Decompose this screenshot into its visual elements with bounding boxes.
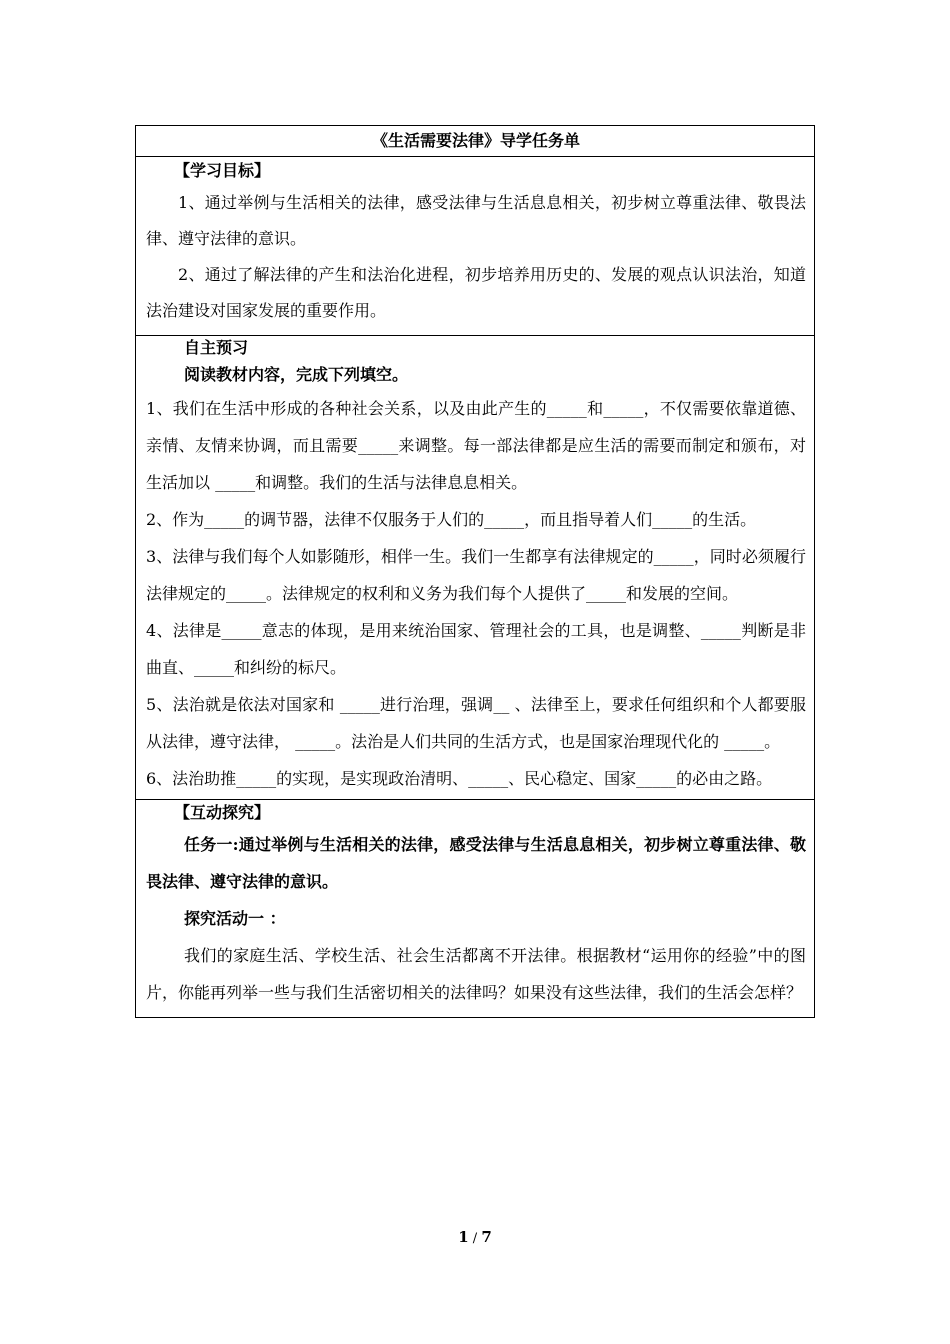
- task-one: 任务一:通过举例与生活相关的法律，感受法律与生活息息相关，初步树立尊重法律、敬畏法律、遵守法律的意识。: [146, 835, 806, 891]
- activity-one-body: 我们的家庭生活、学校生活、社会生活都离不开法律。根据教材“运用你的经验”中的图片，你能再列举一些与我们生活密切相关的法律吗？如果没有这些法律，我们的生活会怎样？: [146, 946, 806, 1002]
- preview-row: [136, 336, 815, 800]
- fill-blank-item: 3、法律与我们每个人如影随形，相伴一生。我们一生都享有法律规定的_____，同时必须履行法律规定的_____。法律规定的权利和义务为我们每个人提供了_____和发展的空间。: [146, 547, 806, 603]
- page-separator: /: [468, 1231, 482, 1246]
- preview-cell: [136, 336, 815, 800]
- fill-blank-item: 1、我们在生活中形成的各种社会关系，以及由此产生的_____和_____，不仅需要依靠道德、亲情、友情来协调，而且需要_____来调整。每一部法律都是应生活的需要而制定和颁布，对生活加以 _____和调整。我们的生活与法律息息相关。: [146, 399, 806, 492]
- fill-blank-item: 2、作为_____的调节器，法律不仅服务于人们的_____，而且指导着人们_____的生活。: [146, 510, 757, 529]
- objectives-row: [136, 157, 815, 336]
- inquiry-cell: [136, 800, 815, 1018]
- fill-blank-item: 4、法律是_____意志的体现，是用来统治国家、管理社会的工具，也是调整、_____判断是非曲直、_____和纠纷的标尺。: [146, 621, 806, 677]
- inquiry-row: [136, 800, 815, 1018]
- fill-blank-item: 5、法治就是依法对国家和 _____进行治理，强调__ 、法律至上，要求任何组织和个人都要服从法律，遵守法律， _____。法治是人们共同的生活方式，也是国家治理现代化的 _____。: [146, 695, 806, 751]
- worksheet-table: [135, 125, 815, 1018]
- page-current: 1: [458, 1228, 469, 1246]
- preview-instruction: 阅读教材内容，完成下列填空。: [184, 365, 409, 384]
- page-number: [0, 1228, 950, 1246]
- objective-item: 2、通过了解法律的产生和法治化进程，初步培养用历史的、发展的观点认识法治，知道法治建设对国家发展的重要作用。: [146, 265, 806, 320]
- activity-one-heading: 探究活动一 ：: [184, 909, 286, 928]
- fill-blank-item: 6、法治助推_____的实现，是实现政治清明、_____、民心稳定、国家_____的必由之路。: [146, 769, 773, 788]
- objective-item: 1、通过举例与生活相关的法律，感受法律与生活息息相关，初步树立尊重法律、敬畏法律、遵守法律的意识。: [146, 193, 806, 248]
- inquiry-heading: 【互动探究】: [174, 803, 271, 822]
- preview-heading: 自主预习: [184, 338, 249, 357]
- objectives-heading: 【学习目标】: [174, 161, 271, 180]
- page-total: 7: [481, 1228, 492, 1246]
- objectives-cell: [136, 157, 815, 336]
- document-title: 《生活需要法律》导学任务单: [136, 126, 815, 157]
- title-row: [136, 126, 815, 157]
